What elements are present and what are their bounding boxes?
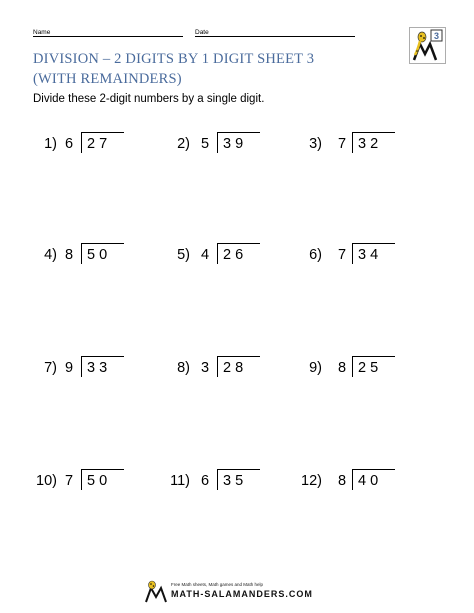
problem-item <box>300 133 410 157</box>
problem-item <box>300 244 410 268</box>
divisor: 8 <box>65 247 74 263</box>
problem-item <box>33 470 143 494</box>
dividend: 2 5 <box>358 360 379 376</box>
problem-number: 3) <box>309 136 322 152</box>
worksheet-title: DIVISION – 2 DIGITS BY 1 DIGIT SHEET 3 <box>33 51 315 67</box>
divisor: 7 <box>338 247 347 263</box>
problem-number: 6) <box>309 247 322 263</box>
problem-number: 9) <box>309 360 322 376</box>
problem-item <box>166 244 276 268</box>
problem-number: 1) <box>44 136 57 152</box>
problem-number: 4) <box>44 247 57 263</box>
divisor: 8 <box>338 360 347 376</box>
dividend: 2 7 <box>87 136 108 152</box>
dividend: 2 8 <box>223 360 244 376</box>
divisor: 6 <box>65 136 74 152</box>
problem-item <box>300 357 410 381</box>
problem-number: 5) <box>177 247 190 263</box>
problem-number: 12) <box>301 473 322 489</box>
divisor: 7 <box>338 136 347 152</box>
logo-badge-number: 3 <box>433 31 440 41</box>
divisor: 8 <box>338 473 347 489</box>
dividend: 3 5 <box>223 473 244 489</box>
instructions: Divide these 2-digit numbers by a single digit. <box>33 93 265 105</box>
name-label: Name <box>33 29 51 36</box>
problem-number: 7) <box>44 360 57 376</box>
problem-item <box>166 133 276 157</box>
problem-number: 8) <box>177 360 190 376</box>
footer-branding <box>141 578 341 604</box>
divisor: 5 <box>201 136 210 152</box>
divisor: 7 <box>65 473 74 489</box>
divisor: 3 <box>201 360 210 376</box>
salamander-logo-icon <box>409 27 446 64</box>
divisor: 4 <box>201 247 210 263</box>
dividend: 3 3 <box>87 360 108 376</box>
problem-number: 2) <box>177 136 190 152</box>
problem-item <box>33 357 143 381</box>
salamander-mascot-icon <box>143 579 169 603</box>
problem-number: 11) <box>170 473 190 489</box>
problem-item <box>166 470 276 494</box>
worksheet-subtitle: (WITH REMAINDERS) <box>33 71 182 87</box>
dividend: 4 0 <box>358 473 379 489</box>
name-line <box>33 36 183 37</box>
problem-item <box>33 244 143 268</box>
date-label: Date <box>195 29 209 36</box>
problem-item <box>300 470 410 494</box>
dividend: 2 6 <box>223 247 244 263</box>
footer-tagline: Free Math sheets, Math games and Math help <box>171 582 264 587</box>
problem-number: 10) <box>36 473 57 489</box>
footer-brand: MATH-SALAMANDERS.COM <box>171 589 313 599</box>
dividend: 3 9 <box>223 136 244 152</box>
divisor: 9 <box>65 360 74 376</box>
dividend: 3 2 <box>358 136 379 152</box>
date-line <box>195 36 355 37</box>
dividend: 3 4 <box>358 247 379 263</box>
divisor: 6 <box>201 473 210 489</box>
dividend: 5 0 <box>87 473 108 489</box>
problem-item <box>166 357 276 381</box>
salamander-logo <box>409 27 446 64</box>
dividend: 5 0 <box>87 247 108 263</box>
problem-item <box>33 133 143 157</box>
